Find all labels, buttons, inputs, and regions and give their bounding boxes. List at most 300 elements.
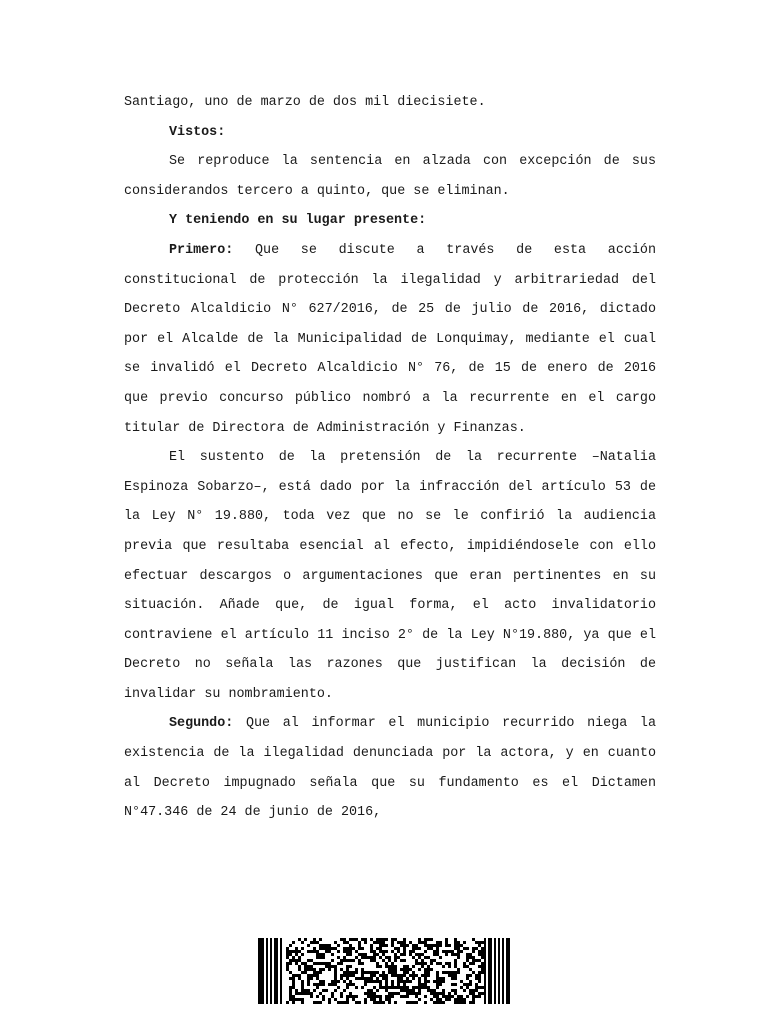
barcode-module xyxy=(400,986,403,989)
barcode-module xyxy=(403,944,406,947)
barcode-module xyxy=(298,950,301,953)
barcode-module xyxy=(478,986,481,989)
barcode-module xyxy=(391,974,394,977)
barcode-module xyxy=(313,947,316,950)
barcode-module xyxy=(457,1001,460,1004)
barcode-module xyxy=(436,941,439,944)
barcode-module xyxy=(379,980,382,983)
barcode-module xyxy=(292,980,295,983)
barcode-module xyxy=(343,989,346,992)
barcode-module xyxy=(400,974,403,977)
barcode-module xyxy=(328,1001,331,1004)
barcode-module xyxy=(307,974,310,977)
barcode-module xyxy=(391,962,394,965)
barcode-module xyxy=(301,983,304,986)
barcode-module xyxy=(472,989,475,992)
barcode-module xyxy=(304,962,307,965)
barcode-module xyxy=(337,950,340,953)
barcode-module xyxy=(322,953,325,956)
barcode-module xyxy=(379,938,382,941)
barcode-module xyxy=(334,977,337,980)
barcode-module xyxy=(388,986,391,989)
barcode-module xyxy=(328,968,331,971)
barcode-module xyxy=(418,989,421,992)
barcode-module xyxy=(298,974,301,977)
barcode-module xyxy=(472,1001,475,1004)
barcode-module xyxy=(385,974,388,977)
barcode-module xyxy=(337,1001,340,1004)
barcode-module xyxy=(313,974,316,977)
barcode-module xyxy=(391,986,394,989)
barcode-module xyxy=(445,938,448,941)
barcode-module xyxy=(430,962,433,965)
barcode-module xyxy=(463,941,466,944)
barcode-module xyxy=(385,998,388,1001)
barcode-module xyxy=(391,992,394,995)
barcode-module xyxy=(376,995,379,998)
barcode-module xyxy=(319,956,322,959)
barcode-module xyxy=(439,941,442,944)
barcode-module xyxy=(328,962,331,965)
barcode-module xyxy=(475,974,478,977)
barcode-module xyxy=(412,950,415,953)
barcode-module xyxy=(364,983,367,986)
barcode-module xyxy=(436,1001,439,1004)
barcode-module xyxy=(313,989,316,992)
barcode-module xyxy=(310,959,313,962)
barcode-module xyxy=(436,983,439,986)
barcode-module xyxy=(346,986,349,989)
barcode-module xyxy=(376,977,379,980)
barcode-module xyxy=(457,995,460,998)
barcode-module xyxy=(376,962,379,965)
barcode-module xyxy=(415,947,418,950)
barcode-module xyxy=(427,980,430,983)
barcode-module xyxy=(412,965,415,968)
barcode-module xyxy=(475,947,478,950)
barcode-module xyxy=(418,938,421,941)
barcode-module xyxy=(409,953,412,956)
barcode-module xyxy=(343,974,346,977)
barcode-module xyxy=(412,971,415,974)
barcode-module xyxy=(316,995,319,998)
primero-label: Primero: xyxy=(169,242,234,258)
barcode-module xyxy=(466,995,469,998)
barcode-module xyxy=(439,998,442,1001)
barcode-module xyxy=(385,983,388,986)
barcode-module xyxy=(322,968,325,971)
barcode-module xyxy=(298,956,301,959)
barcode-module xyxy=(325,950,328,953)
barcode-module xyxy=(361,974,364,977)
barcode-module xyxy=(478,992,481,995)
barcode-module xyxy=(301,998,304,1001)
barcode-module xyxy=(391,980,394,983)
barcode-module xyxy=(427,971,430,974)
barcode-module xyxy=(418,956,421,959)
barcode-module xyxy=(403,965,406,968)
barcode-module xyxy=(472,995,475,998)
barcode-module xyxy=(340,959,343,962)
barcode-module xyxy=(307,983,310,986)
barcode-module xyxy=(394,956,397,959)
barcode-module xyxy=(454,983,457,986)
barcode-module xyxy=(478,995,481,998)
barcode-module xyxy=(349,938,352,941)
barcode-module xyxy=(352,947,355,950)
barcode-module xyxy=(370,956,373,959)
barcode-module xyxy=(334,941,337,944)
barcode-module xyxy=(478,959,481,962)
barcode-module xyxy=(457,971,460,974)
barcode-module xyxy=(379,941,382,944)
barcode-module xyxy=(349,980,352,983)
barcode-module xyxy=(331,965,334,968)
barcode-module xyxy=(316,962,319,965)
barcode-module xyxy=(331,959,334,962)
barcode-module xyxy=(457,968,460,971)
barcode-module xyxy=(472,950,475,953)
barcode-module xyxy=(412,989,415,992)
barcode-module xyxy=(295,962,298,965)
barcode-module xyxy=(391,971,394,974)
barcode-module xyxy=(364,938,367,941)
barcode-module xyxy=(334,947,337,950)
barcode-module xyxy=(415,992,418,995)
barcode-module xyxy=(460,995,463,998)
barcode-module xyxy=(319,944,322,947)
barcode-module xyxy=(313,938,316,941)
barcode-module xyxy=(439,1001,442,1004)
barcode-module xyxy=(412,974,415,977)
barcode-module xyxy=(451,971,454,974)
barcode-module xyxy=(307,980,310,983)
barcode-module xyxy=(331,980,334,983)
barcode-module xyxy=(379,995,382,998)
barcode-module xyxy=(394,986,397,989)
barcode-module xyxy=(397,950,400,953)
barcode-module xyxy=(289,995,292,998)
barcode-module xyxy=(427,965,430,968)
barcode-module xyxy=(316,974,319,977)
barcode-module xyxy=(361,962,364,965)
barcode-module xyxy=(382,986,385,989)
barcode-module xyxy=(367,995,370,998)
barcode-module xyxy=(397,956,400,959)
barcode-module xyxy=(355,971,358,974)
barcode-module xyxy=(307,977,310,980)
barcode-module xyxy=(298,965,301,968)
barcode-module xyxy=(382,971,385,974)
barcode-module xyxy=(301,989,304,992)
barcode-module xyxy=(319,938,322,941)
barcode-module xyxy=(436,950,439,953)
barcode-module xyxy=(289,986,292,989)
barcode-module xyxy=(394,1001,397,1004)
barcode-module xyxy=(403,959,406,962)
barcode-module xyxy=(289,971,292,974)
barcode-module xyxy=(382,974,385,977)
barcode-module xyxy=(475,959,478,962)
barcode-module xyxy=(292,956,295,959)
barcode-module xyxy=(478,941,481,944)
barcode-module xyxy=(331,992,334,995)
barcode-module xyxy=(424,962,427,965)
barcode-module xyxy=(460,944,463,947)
barcode-module xyxy=(442,995,445,998)
barcode-module xyxy=(358,947,361,950)
barcode-module xyxy=(361,968,364,971)
barcode-module xyxy=(472,947,475,950)
barcode-module xyxy=(415,986,418,989)
barcode-module xyxy=(358,962,361,965)
barcode-module xyxy=(373,956,376,959)
barcode-module xyxy=(439,962,442,965)
barcode-module xyxy=(418,986,421,989)
barcode-module xyxy=(469,983,472,986)
barcode-module xyxy=(436,992,439,995)
barcode-module xyxy=(385,989,388,992)
barcode-module xyxy=(412,1001,415,1004)
barcode-module xyxy=(343,938,346,941)
barcode-module xyxy=(391,968,394,971)
barcode-module xyxy=(304,992,307,995)
barcode-module xyxy=(289,959,292,962)
barcode-module xyxy=(298,998,301,1001)
barcode-module xyxy=(454,938,457,941)
barcode-module xyxy=(406,992,409,995)
barcode-module xyxy=(454,1001,457,1004)
barcode-module xyxy=(436,995,439,998)
barcode-module xyxy=(307,965,310,968)
barcode-module xyxy=(352,995,355,998)
barcode-module xyxy=(433,1001,436,1004)
barcode-module xyxy=(370,998,373,1001)
barcode-module xyxy=(355,938,358,941)
barcode-module xyxy=(463,965,466,968)
barcode-module xyxy=(433,953,436,956)
barcode-module xyxy=(388,965,391,968)
barcode-module xyxy=(361,947,364,950)
barcode-module xyxy=(292,950,295,953)
barcode-module xyxy=(466,986,469,989)
barcode-module xyxy=(394,938,397,941)
barcode-module xyxy=(367,971,370,974)
barcode-module xyxy=(379,947,382,950)
barcode-module xyxy=(436,962,439,965)
barcode-module xyxy=(337,944,340,947)
barcode-module xyxy=(415,959,418,962)
barcode-module xyxy=(466,947,469,950)
barcode-module xyxy=(343,941,346,944)
barcode-module xyxy=(427,968,430,971)
barcode-module xyxy=(481,953,484,956)
barcode-module xyxy=(340,1001,343,1004)
barcode-module xyxy=(367,977,370,980)
barcode-module xyxy=(373,992,376,995)
barcode-module xyxy=(289,998,292,1001)
barcode-module xyxy=(469,989,472,992)
barcode-module xyxy=(316,1001,319,1004)
barcode-module xyxy=(430,947,433,950)
barcode-module xyxy=(376,947,379,950)
barcode-module xyxy=(472,971,475,974)
barcode-module xyxy=(346,998,349,1001)
barcode-module xyxy=(445,971,448,974)
barcode-module xyxy=(445,998,448,1001)
barcode-module xyxy=(298,968,301,971)
barcode-module xyxy=(433,944,436,947)
barcode-module xyxy=(451,989,454,992)
barcode-module xyxy=(292,959,295,962)
barcode-module xyxy=(430,992,433,995)
barcode-module xyxy=(388,968,391,971)
barcode-module xyxy=(343,980,346,983)
barcode-module xyxy=(406,986,409,989)
barcode-module xyxy=(385,995,388,998)
barcode-module xyxy=(364,992,367,995)
barcode-module xyxy=(403,968,406,971)
barcode-module xyxy=(379,983,382,986)
barcode-module xyxy=(334,980,337,983)
barcode-module xyxy=(331,947,334,950)
barcode-module xyxy=(310,995,313,998)
segundo-text: Que al informar el municipio recurrido niega la existencia de la ilegalidad denunciada por la actora, y en cuanto al Decreto impugnado señala que su fundamento es el Dictamen N°47.346 de 24 de junio de 2016, xyxy=(124,716,656,821)
barcode-module xyxy=(322,947,325,950)
barcode-module xyxy=(391,938,394,941)
barcode-module xyxy=(334,968,337,971)
barcode-module xyxy=(424,980,427,983)
barcode-module xyxy=(460,1001,463,1004)
barcode-module xyxy=(394,992,397,995)
barcode-module xyxy=(448,950,451,953)
barcode-module xyxy=(310,950,313,953)
barcode-module xyxy=(370,947,373,950)
barcode-module xyxy=(400,989,403,992)
barcode-module xyxy=(349,950,352,953)
barcode-module xyxy=(397,941,400,944)
barcode-module xyxy=(370,992,373,995)
barcode-module xyxy=(379,1001,382,1004)
barcode-module xyxy=(427,947,430,950)
barcode-module xyxy=(289,989,292,992)
barcode-module xyxy=(439,977,442,980)
barcode-module xyxy=(301,971,304,974)
barcode-module xyxy=(442,992,445,995)
barcode-module xyxy=(442,950,445,953)
barcode-module xyxy=(340,974,343,977)
barcode-module xyxy=(322,956,325,959)
barcode-module xyxy=(397,947,400,950)
barcode-module xyxy=(373,998,376,1001)
barcode-module xyxy=(403,947,406,950)
barcode-module xyxy=(469,962,472,965)
barcode-module xyxy=(460,998,463,1001)
barcode-module xyxy=(370,995,373,998)
barcode-module xyxy=(334,998,337,1001)
barcode-module xyxy=(370,938,373,941)
barcode-module xyxy=(418,941,421,944)
barcode-module xyxy=(442,989,445,992)
barcode-module xyxy=(286,962,289,965)
barcode-module xyxy=(445,941,448,944)
barcode-module xyxy=(301,953,304,956)
barcode-module xyxy=(364,977,367,980)
barcode-module xyxy=(412,956,415,959)
barcode-module xyxy=(382,941,385,944)
barcode-module xyxy=(310,968,313,971)
barcode-module xyxy=(370,944,373,947)
barcode-module xyxy=(379,974,382,977)
barcode-module xyxy=(466,959,469,962)
barcode-module xyxy=(334,974,337,977)
barcode-module xyxy=(460,986,463,989)
barcode-module xyxy=(376,941,379,944)
barcode-module xyxy=(403,980,406,983)
barcode-module xyxy=(319,953,322,956)
barcode-module xyxy=(475,941,478,944)
barcode-module xyxy=(424,941,427,944)
barcode-module xyxy=(400,995,403,998)
barcode-module xyxy=(469,974,472,977)
barcode-module xyxy=(472,998,475,1001)
barcode-module xyxy=(313,968,316,971)
barcode-module xyxy=(448,971,451,974)
barcode-module xyxy=(424,968,427,971)
barcode-module xyxy=(457,998,460,1001)
barcode-module xyxy=(376,1001,379,1004)
barcode-module xyxy=(382,944,385,947)
barcode-module xyxy=(292,974,295,977)
barcode-module xyxy=(436,998,439,1001)
barcode-module xyxy=(442,971,445,974)
barcode-module xyxy=(397,977,400,980)
barcode-module xyxy=(343,950,346,953)
barcode-module xyxy=(415,974,418,977)
barcode-module xyxy=(376,980,379,983)
barcode-module xyxy=(427,989,430,992)
barcode-module xyxy=(295,992,298,995)
barcode-module xyxy=(316,956,319,959)
barcode-module xyxy=(469,956,472,959)
barcode-module xyxy=(481,950,484,953)
barcode-module xyxy=(382,950,385,953)
barcode-module xyxy=(343,959,346,962)
barcode-module xyxy=(409,974,412,977)
barcode-module xyxy=(418,983,421,986)
barcode-module xyxy=(421,965,424,968)
paragraph-reproduce: Se reproduce la sentencia en alzada con excepción de sus considerandos tercero a quinto, que se eliminan. xyxy=(124,154,656,199)
barcode-module xyxy=(364,953,367,956)
barcode-module xyxy=(439,944,442,947)
barcode-module xyxy=(478,965,481,968)
barcode-module xyxy=(451,974,454,977)
barcode-module xyxy=(448,998,451,1001)
barcode-module xyxy=(358,1001,361,1004)
barcode-module xyxy=(304,968,307,971)
barcode-module xyxy=(343,1001,346,1004)
barcode-module xyxy=(421,962,424,965)
barcode-module xyxy=(433,992,436,995)
barcode-module xyxy=(337,956,340,959)
barcode-module xyxy=(286,953,289,956)
barcode-module xyxy=(409,950,412,953)
barcode-module xyxy=(436,980,439,983)
barcode-module xyxy=(352,938,355,941)
barcode-module xyxy=(424,944,427,947)
barcode-module xyxy=(358,941,361,944)
barcode-module xyxy=(373,953,376,956)
